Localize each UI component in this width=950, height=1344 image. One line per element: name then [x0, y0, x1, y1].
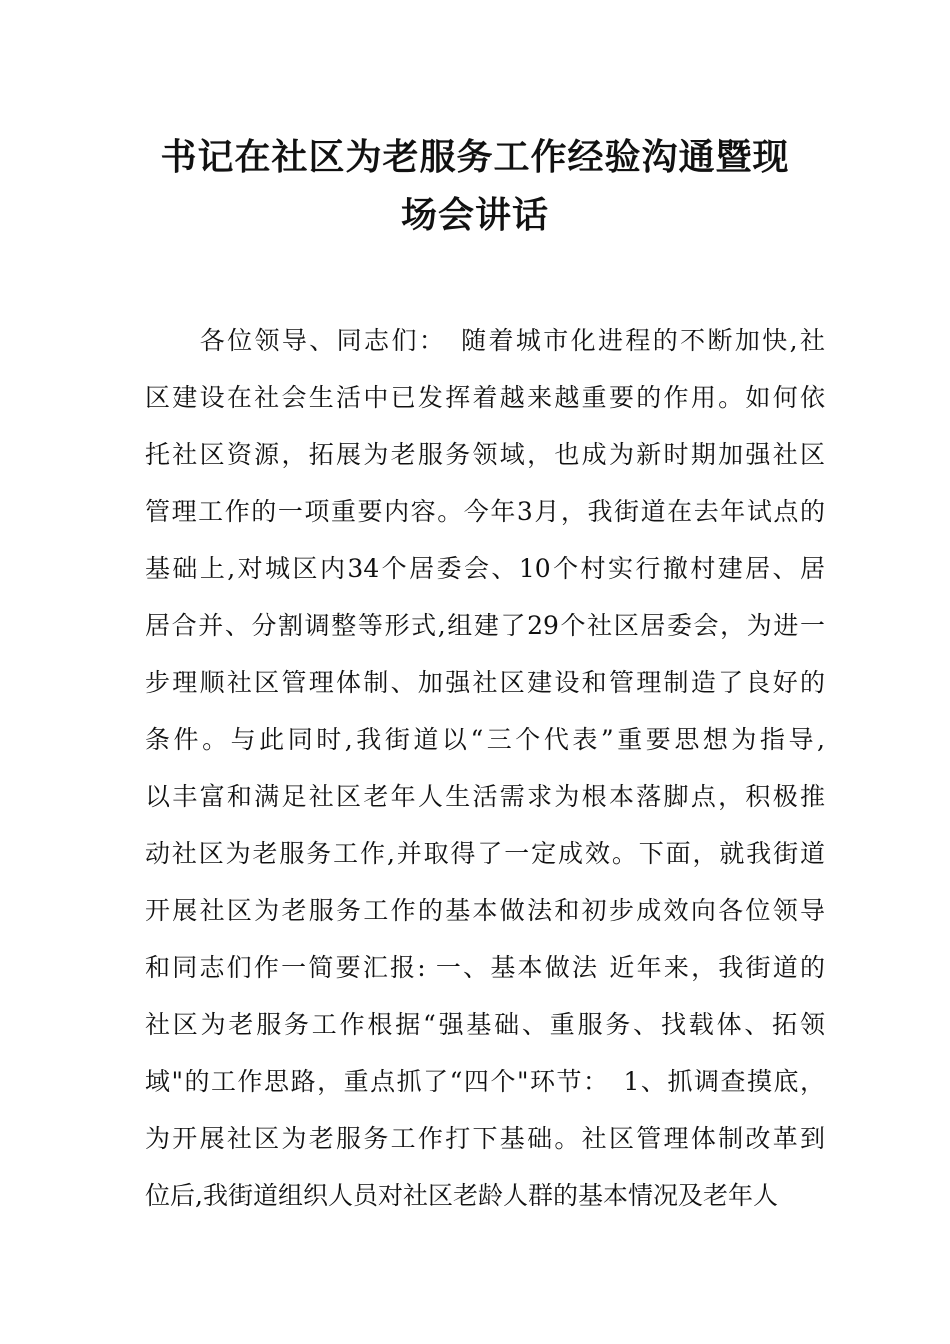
body-line: 各位领导、同志们： 随着城市化进程的不断加快,社 — [145, 326, 825, 355]
body-line: 居合并、分割调整等形式,组建了29个社区居委会，为进一 — [145, 611, 825, 640]
document-title — [100, 128, 850, 244]
body-line: 域"的工作思路，重点抓了“四个"环节： 1、抓调查摸底， — [145, 1067, 825, 1096]
body-line: 基础上,对城区内34个居委会、10个村实行撤村建居、居 — [145, 554, 825, 583]
title-line-1: 书记在社区为老服务工作经验沟通暨现 — [160, 136, 790, 178]
body-line: 托社区资源，拓展为老服务领域，也成为新时期加强社区 — [145, 440, 825, 469]
body-line: 位后,我街道组织人员对社区老龄人群的基本情况及老年人 — [145, 1181, 778, 1210]
body-line: 开展社区为老服务工作的基本做法和初步成效向各位领导 — [145, 896, 825, 925]
body-line: 和同志们作一简要汇报: 一、基本做法 近年来，我街道的 — [145, 953, 825, 982]
body-line: 社区为老服务工作根据“强基础、重服务、找载体、拓领 — [145, 1010, 825, 1039]
body-line: 以丰富和满足社区老年人生活需求为根本落脚点，积极推 — [145, 782, 825, 811]
title-line-2: 场会讲话 — [400, 194, 549, 236]
document-body — [145, 312, 825, 1224]
body-line: 区建设在社会生活中已发挥着越来越重要的作用。如何依 — [145, 383, 825, 412]
body-line: 动社区为老服务工作,并取得了一定成效。下面，就我街道 — [145, 839, 825, 868]
body-line: 步理顺社区管理体制、加强社区建设和管理制造了良好的 — [145, 668, 825, 697]
body-line: 为开展社区为老服务工作打下基础。社区管理体制改革到 — [145, 1124, 825, 1153]
body-line: 管理工作的一项重要内容。今年3月，我街道在去年试点的 — [145, 497, 825, 526]
body-line: 条件。与此同时,我街道以“三个代表”重要思想为指导, — [145, 725, 825, 754]
